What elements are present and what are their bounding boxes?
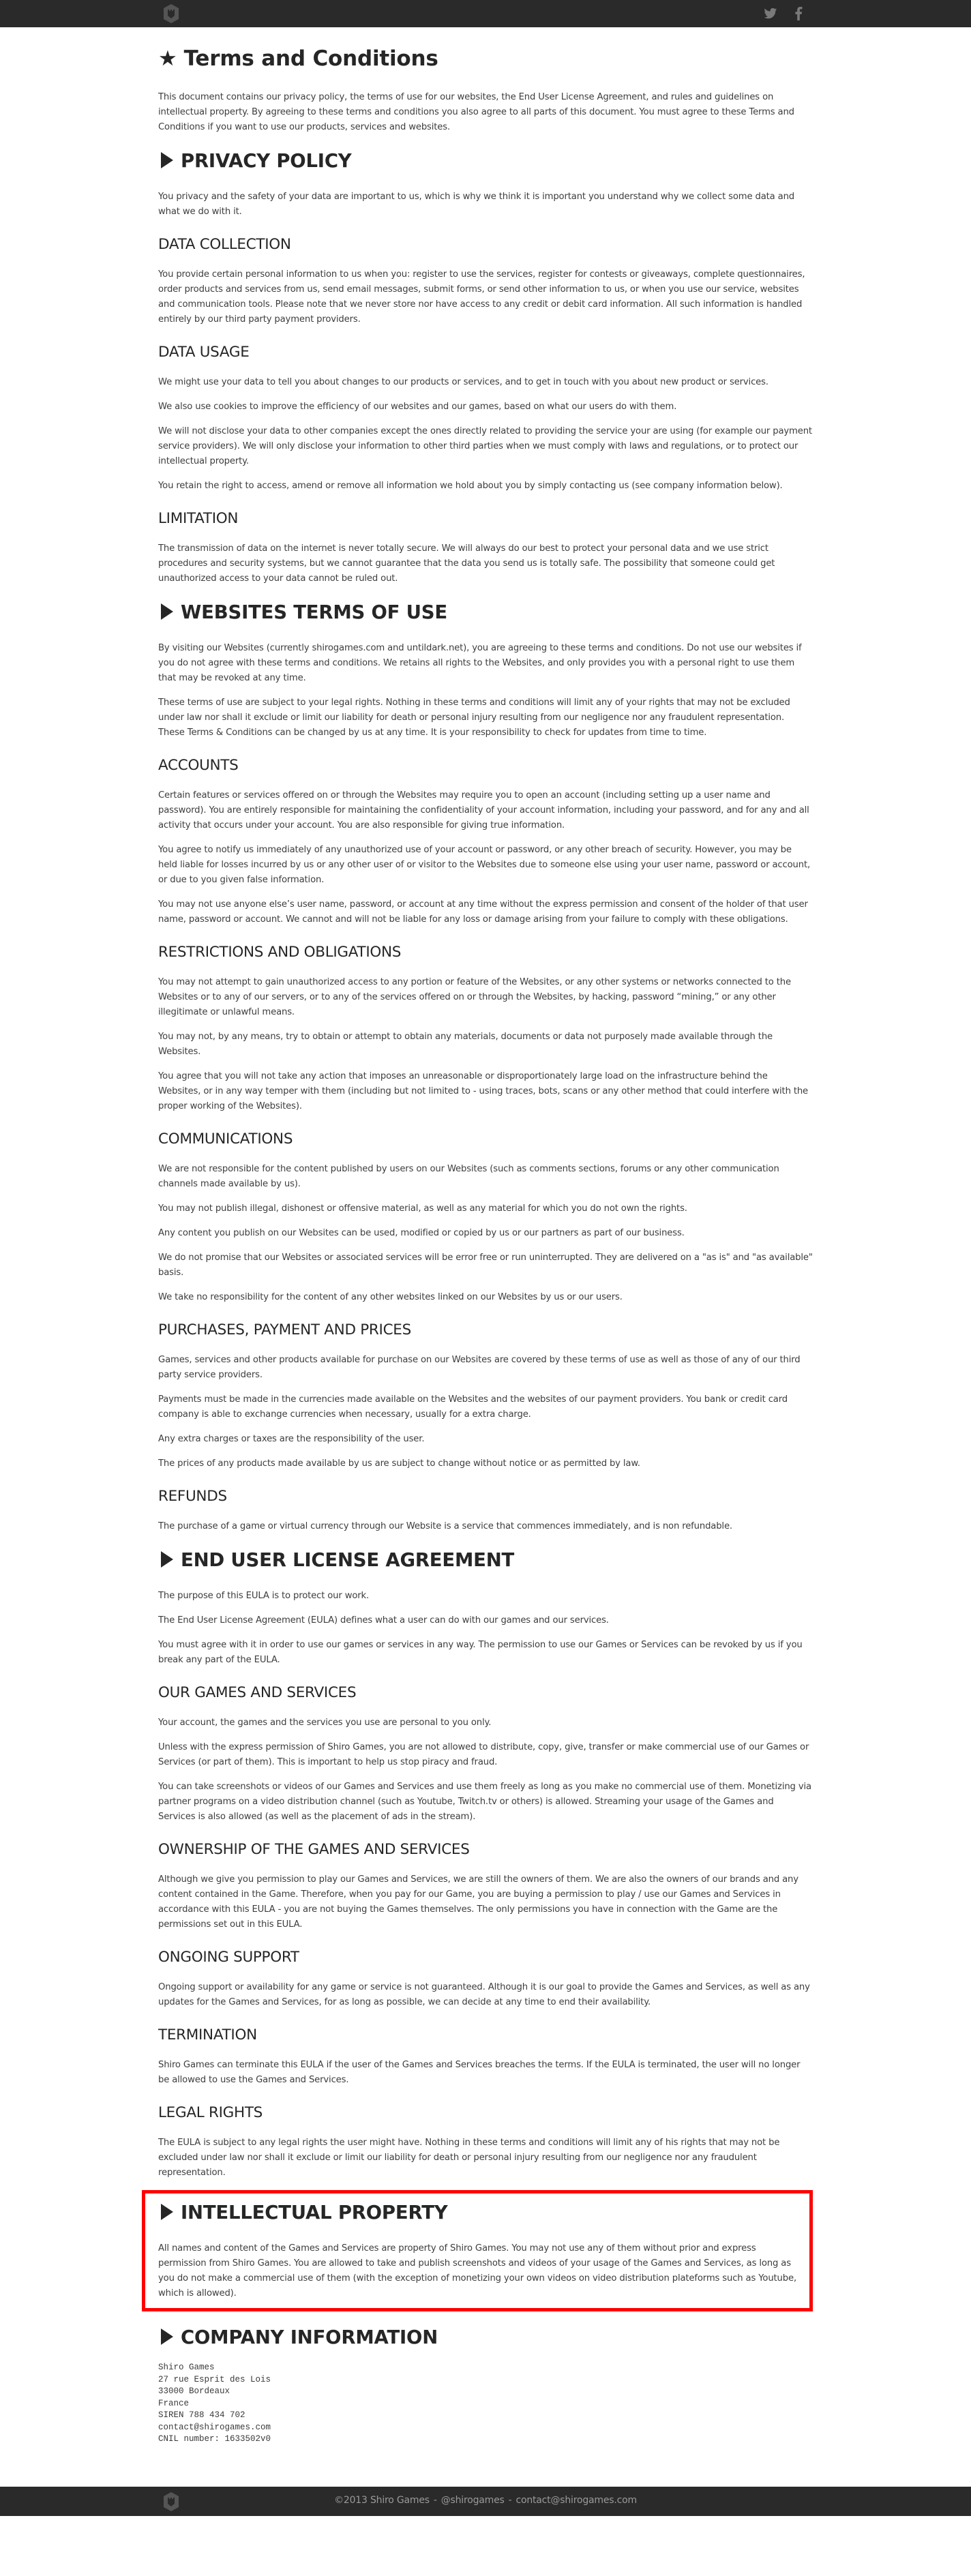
paragraph: Unless with the express permission of Shiro Games, you are not allowed to distribute, copy, give, transfer or make commercial use of our Games or Services (or part of them). This is important to help us stop piracy and fraud. bbox=[158, 1742, 809, 1767]
star-icon: ★ bbox=[158, 46, 177, 71]
shiro-logo-icon[interactable] bbox=[162, 3, 181, 24]
triangle-right-icon bbox=[161, 603, 173, 620]
paragraph: All names and content of the Games and Services are property of Shiro Games. You may not use any of them without prior and express permission from Shiro Games. You are allowed to take and publish screenshots and videos of your usage of the Games and Services, as long as you do not make a commercial use of them (with the exception of monetizing your own videos on video distribution plateforms such as Youtube, which is allowed). bbox=[158, 2243, 796, 2298]
paragraph: The transmission of data on the internet is never totally secure. We will always do our best to protect your personal data and we use strict procedures and security systems, but we cannot guarantee that the data you send us is totally safe. The possibility that someone could get unauthorized access to your data cannot be ruled out. bbox=[158, 543, 775, 584]
paragraph: By visiting our Websites (currently shirogames.com and untildark.net), you are agreeing to these terms and conditions. Do not use our websites if you do not agree with these terms and conditions. We retains all rights to the Websites, and only provides you with a personal right to use them that may be revoked at any time. bbox=[158, 643, 802, 683]
paragraph: Your account, the games and the services you use are personal to you only. bbox=[158, 1718, 492, 1728]
company-country: France bbox=[158, 2398, 190, 2408]
footer bbox=[0, 2487, 971, 2516]
paragraph: You retain the right to access, amend or remove all information we hold about you by simply contacting us (see company information below). bbox=[158, 481, 783, 491]
paragraph: Any content you publish on our Websites can be used, modified or copied by us or our partners as part of our business. bbox=[158, 1228, 685, 1238]
subsection-heading: RESTRICTIONS AND OBLIGATIONS bbox=[158, 944, 402, 961]
paragraph: The purpose of this EULA is to protect our work. bbox=[158, 1591, 370, 1601]
subsection-heading: DATA USAGE bbox=[158, 344, 250, 361]
company-siren: SIREN 788 434 702 bbox=[158, 2410, 245, 2420]
section-intellectual-property-highlight bbox=[142, 2190, 813, 2311]
section-heading-text: PRIVACY POLICY bbox=[181, 150, 352, 172]
paragraph: The End User License Agreement (EULA) defines what a user can do with our games and our services. bbox=[158, 1615, 609, 1626]
company-email[interactable]: contact@shirogames.com bbox=[158, 2422, 271, 2432]
subsection-heading: DATA COLLECTION bbox=[158, 236, 291, 253]
section-websites-terms bbox=[158, 600, 813, 1534]
subsection-heading: ONGOING SUPPORT bbox=[158, 1949, 299, 1966]
paragraph: You provide certain personal information to us when you: register to use the services, register for contests or giveaways, complete questionnaires, order products and services from us, send email messages, submit forms, or send other information to us, or when you use our service, websites and communication tools. Please note that we never store nor have access to any credit or debit card information. All such information is handled entirely by our third party payment providers. bbox=[158, 269, 805, 325]
section-heading bbox=[158, 2325, 813, 2350]
subsection-heading: COMMUNICATIONS bbox=[158, 1130, 293, 1148]
section-heading bbox=[158, 149, 813, 173]
paragraph: You may not attempt to gain unauthorized access to any portion or feature of the Websites, or any other systems or networks connected to the Websites or to any of our servers, or to any of the services offered on or through the Websites, by hacking, password “mining,” or any other illegitimate or unlawful means. bbox=[158, 977, 791, 1017]
company-cnil: CNIL number: 1633502v0 bbox=[158, 2434, 271, 2444]
footer-twitter-link[interactable]: @shirogames bbox=[440, 2494, 505, 2506]
footer-email-link[interactable]: contact@shirogames.com bbox=[516, 2494, 637, 2506]
triangle-right-icon bbox=[161, 2328, 173, 2345]
paragraph: Certain features or services offered on or through the Websites may require you to open an account (including setting up a user name and password). You are entirely responsible for maintaining the confidentiality of your account information, including your password, and for any and all activity that occurs under your account. You are also responsible for giving true information. bbox=[158, 790, 809, 830]
terms-content bbox=[158, 27, 813, 2446]
paragraph: Payments must be made in the currencies made available on the Websites and the websites of our payment providers. You bank or credit card company is able to exchange currencies when necessary, usually for a extra charge. bbox=[158, 1394, 788, 1420]
section-heading-text: INTELLECTUAL PROPERTY bbox=[181, 2202, 448, 2223]
subsection-heading: OUR GAMES AND SERVICES bbox=[158, 1684, 357, 1701]
section-company-information bbox=[158, 2325, 813, 2446]
company-street: 27 rue Esprit des Lois bbox=[158, 2374, 271, 2384]
top-navbar bbox=[0, 0, 971, 27]
company-name: Shiro Games bbox=[158, 2363, 215, 2372]
paragraph: We are not responsible for the content published by users on our Websites (such as comments sections, forums or any other communication channels made available by us). bbox=[158, 1164, 779, 1189]
paragraph: We also use cookies to improve the efficiency of our websites and our games, based on what our users do with them. bbox=[158, 402, 677, 412]
section-heading bbox=[158, 600, 813, 625]
paragraph: You must agree with it in order to use our games or services in any way. The permission to use our Games or Services can be revoked by us if you break any part of the EULA. bbox=[158, 1640, 803, 1665]
section-heading-text: WEBSITES TERMS OF USE bbox=[181, 601, 447, 623]
paragraph: You can take screenshots or videos of our Games and Services and use them freely as long as you make no commercial use of them. Monetizing via partner programs on a video distribution channel (such as Youtube, Twitch.tv or others) is allowed. Streaming your usage of the Games and Services is also allowed (as well as the placement of ads in the stream). bbox=[158, 1782, 811, 1822]
page-title bbox=[158, 45, 813, 72]
facebook-icon[interactable] bbox=[794, 7, 803, 20]
section-heading bbox=[158, 2200, 796, 2225]
paragraph: The prices of any products made available by us are subject to change without notice or as permitted by law. bbox=[158, 1458, 640, 1469]
paragraph: Any extra charges or taxes are the responsibility of the user. bbox=[158, 1434, 425, 1444]
paragraph: These terms of use are subject to your legal rights. Nothing in these terms and conditions will limit any of your rights that may not be excluded under law nor shall it exclude or limit our liability for death or personal injury resulting from our negligence nor any fraudulent representation. These Terms & Conditions can be changed by us at any time. It is your responsibility to check for updates from time to time. bbox=[158, 698, 790, 738]
paragraph: Although we give you permission to play our Games and Services, we are still the owners of them. We are also the owners of our brands and any content contained in the Game. Therefore, when you pay for our Game, you are buying a permission to play / use our Games and Services in accordance with this EULA - you are not buying the Games themselves. The only permissions you have in connection with the Game are the permissions set out in this EULA. bbox=[158, 1874, 798, 1930]
paragraph: You may not, by any means, try to obtain or attempt to obtain any materials, documents or data not purposely made available through the Websites. bbox=[158, 1032, 773, 1057]
triangle-right-icon bbox=[161, 1551, 173, 1568]
triangle-right-icon bbox=[161, 2204, 173, 2220]
paragraph: The purchase of a game or virtual currency through our Website is a service that commences immediately, and is non refundable. bbox=[158, 1521, 732, 1531]
paragraph: You may not use anyone else’s user name, password, or account at any time without the express permission and consent of the holder of that user name, password or account. We cannot and will not be liable for any loss or damage arising from your failure to comply with these obligations. bbox=[158, 899, 808, 925]
paragraph: You agree that you will not take any action that imposes an unreasonable or disproportionately large load on the infrastructure behind the Websites, or in any way temper with them (including but not limited to - using traces, bots, scans or any other method that could interfere with the proper working of the Websites). bbox=[158, 1071, 809, 1111]
paragraph: You may not publish illegal, dishonest or offensive material, as well as any material for which you do not own the rights. bbox=[158, 1203, 687, 1214]
paragraph: The EULA is subject to any legal rights the user might have. Nothing in these terms and conditions will limit any of his rights that may not be excluded under law nor shall it exclude or limit our liability for death or personal injury resulting from our negligence nor any fraudulent representation. bbox=[158, 2138, 780, 2178]
paragraph: We do not promise that our Websites or associated services will be error free or run uninterrupted. They are delivered on a "as is" and "as available" basis. bbox=[158, 1253, 813, 1278]
paragraph: Games, services and other products available for purchase on our Websites are covered by these terms of use as well as those of any of our third party service providers. bbox=[158, 1355, 801, 1380]
subsection-heading: TERMINATION bbox=[158, 2026, 257, 2043]
subsection-heading: LIMITATION bbox=[158, 510, 239, 527]
section-privacy-policy bbox=[158, 149, 813, 586]
paragraph: We might use your data to tell you about changes to our products or services, and to get in touch with you about new product or services. bbox=[158, 377, 768, 387]
triangle-right-icon bbox=[161, 152, 173, 168]
paragraph: Ongoing support or availability for any game or service is not guaranteed. Although it is our goal to provide the Games and Services, as well as any updates for the Games and Services, for as long as possible, we can decide at any time to end their availability. bbox=[158, 1982, 810, 2007]
paragraph: We take no responsibility for the content of any other websites linked on our Websites by us or our users. bbox=[158, 1292, 623, 1302]
company-city: 33000 Bordeaux bbox=[158, 2386, 230, 2396]
company-address bbox=[158, 2362, 813, 2446]
subsection-heading: REFUNDS bbox=[158, 1488, 227, 1505]
paragraph: You privacy and the safety of your data are important to us, which is why we think it is important you understand why we collect some data and what we do with it. bbox=[158, 192, 795, 217]
paragraph: We will not disclose your data to other companies except the ones directly related to providing the service your are using (for example our payment service providers). We will only disclose your information to other third parties when we must comply with laws and regulations, or to protect our intellectual property. bbox=[158, 426, 812, 466]
twitter-icon[interactable] bbox=[764, 7, 777, 20]
subsection-heading: PURCHASES, PAYMENT AND PRICES bbox=[158, 1321, 411, 1338]
subsection-heading: OWNERSHIP OF THE GAMES AND SERVICES bbox=[158, 1841, 470, 1858]
paragraph: Shiro Games can terminate this EULA if the user of the Games and Services breaches the terms. If the EULA is terminated, the user will no longer be allowed to use the Games and Services. bbox=[158, 2060, 801, 2085]
section-heading-text: COMPANY INFORMATION bbox=[181, 2326, 438, 2348]
footer-separator: - bbox=[433, 2494, 437, 2506]
section-eula bbox=[158, 1548, 813, 2181]
page-title-text: Terms and Conditions bbox=[183, 46, 438, 71]
section-heading bbox=[158, 1548, 813, 1572]
subsection-heading: ACCOUNTS bbox=[158, 757, 239, 774]
subsection-heading: LEGAL RIGHTS bbox=[158, 2104, 263, 2121]
footer-copyright: ©2013 Shiro Games bbox=[334, 2494, 430, 2506]
paragraph: You agree to notify us immediately of any unauthorized use of your account or password, or any other breach of security. However, you may be held liable for losses incurred by us or any other user of or visitor to the Websites due to someone else using your user name, password or account, or due to you given false information. bbox=[158, 845, 811, 885]
footer-separator: - bbox=[508, 2494, 512, 2506]
section-heading-text: END USER LICENSE AGREEMENT bbox=[181, 1549, 515, 1571]
footer-text bbox=[0, 2495, 971, 2506]
intro-paragraph: This document contains our privacy policy, the terms of use for our websites, the End User License Agreement, and rules and guidelines on intellectual property. By agreeing to these terms and conditions you also agree to all parts of this document. You must agree to these Terms and Conditions if you want to use our products, services and websites. bbox=[158, 92, 794, 132]
